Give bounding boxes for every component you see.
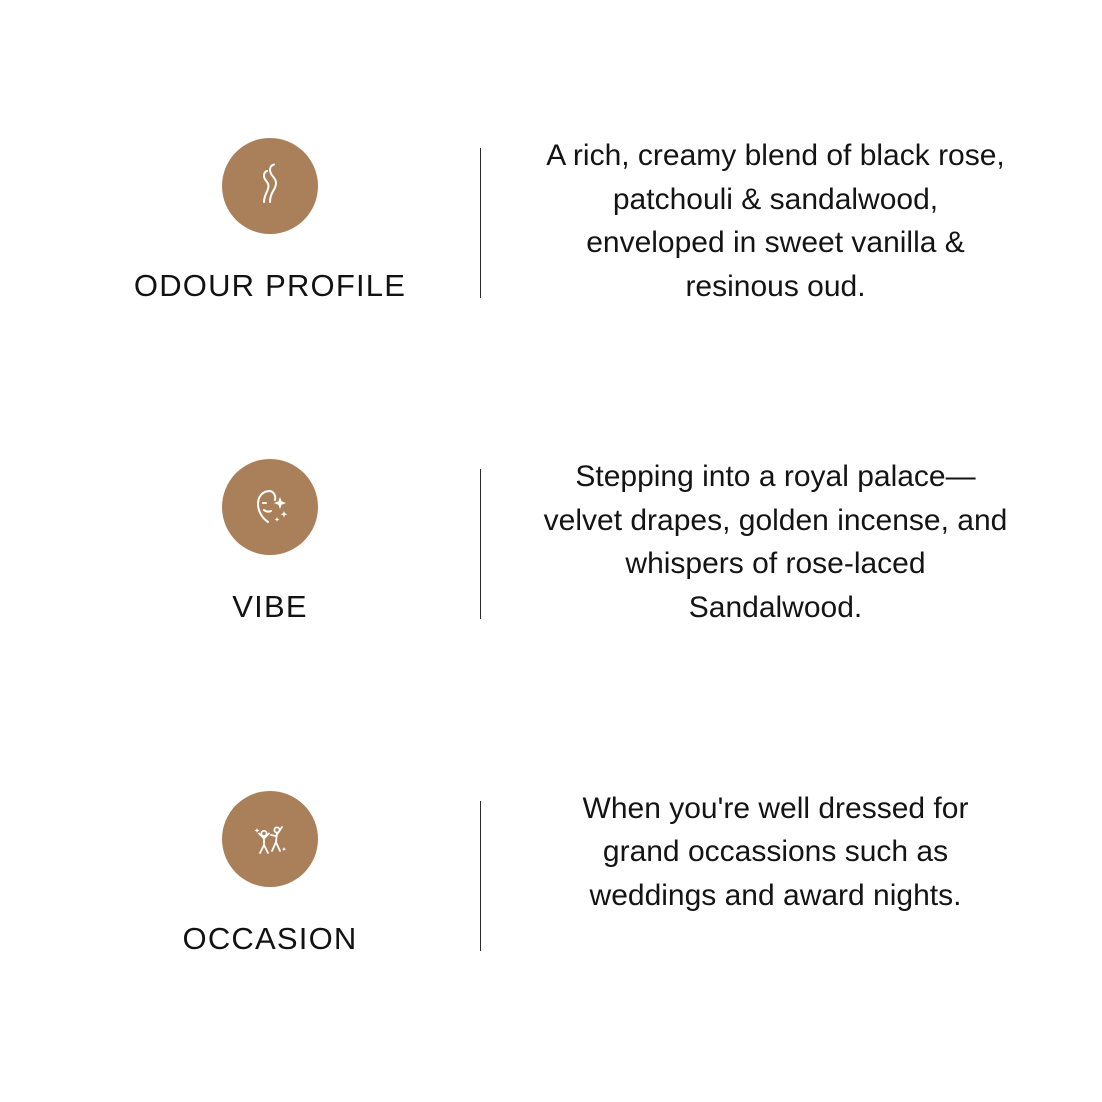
- face-sparkle-icon: [222, 459, 318, 555]
- smoke-swirl-icon: [222, 138, 318, 234]
- feature-text-vibe: Stepping into a royal palace—velvet drapes, golden incense, and whispers of rose-laced Sandalwood.: [543, 460, 1008, 624]
- feature-left-odour-profile: [60, 110, 480, 304]
- celebrating-people-icon: [222, 791, 318, 887]
- feature-text-odour-profile: A rich, creamy blend of black rose, patchouli & sandalwood, enveloped in sweet vanilla & resinous oud.: [546, 139, 1005, 303]
- feature-row-occasion: [60, 763, 1042, 1042]
- feature-label-occasion: OCCASION: [182, 920, 358, 956]
- feature-right-odour-profile: [481, 110, 1042, 308]
- feature-label-odour-profile: ODOUR PROFILE: [133, 268, 407, 303]
- feature-left-vibe: [60, 431, 480, 625]
- feature-right-vibe: [481, 431, 1042, 629]
- feature-row-odour-profile: [60, 110, 1042, 389]
- feature-row-vibe: [60, 431, 1042, 710]
- feature-left-occasion: [60, 763, 480, 957]
- feature-right-occasion: [481, 763, 1042, 918]
- feature-label-vibe: VIBE: [232, 589, 308, 625]
- feature-text-occasion: When you're well dressed for grand occassions such as weddings and award nights.: [582, 791, 969, 912]
